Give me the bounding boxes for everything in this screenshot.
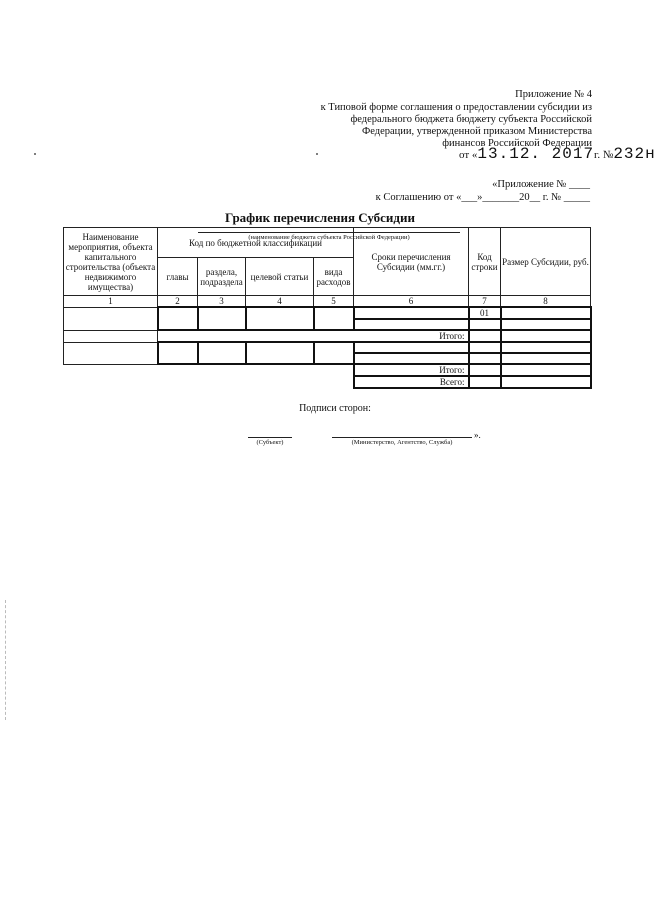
appendix-line-3: федерального бюджета бюджету субъекта Российской bbox=[350, 114, 592, 125]
agreement-appendix-line-2: к Соглашению от «___»_______20__ г. № _____ bbox=[375, 192, 590, 203]
col-number: 8 bbox=[501, 296, 591, 308]
scan-speck bbox=[316, 153, 318, 155]
signatures-title: Подписи сторон: bbox=[299, 403, 371, 414]
itogo-row bbox=[64, 330, 591, 342]
budget-caption: (наименование бюджета субъекта Российской Федерации) bbox=[248, 234, 410, 241]
col-number: 4 bbox=[246, 296, 314, 308]
header-expense: вида расходов bbox=[314, 258, 354, 296]
itogo-label-1: Итого: bbox=[158, 330, 469, 342]
header-dates: Сроки перечисления Субсидии (мм.гг.) bbox=[354, 228, 469, 296]
col-number: 3 bbox=[198, 296, 246, 308]
year-handwritten: 17 bbox=[572, 145, 595, 163]
scan-speck bbox=[34, 153, 36, 155]
header-bk-code: Код по бюджетной классификации bbox=[158, 228, 354, 258]
appendix-line-5: финансов Российской Федерации bbox=[442, 138, 592, 149]
number-prefix: г. № bbox=[594, 149, 614, 161]
column-numbers-row bbox=[64, 296, 591, 308]
col-number: 2 bbox=[158, 296, 198, 308]
col-number: 6 bbox=[354, 296, 469, 308]
header-amount: Размер Субсидии, руб. bbox=[501, 228, 591, 296]
header-name: Наименование мероприятия, объекта капитального строительства (объекта недвижимого имущества) bbox=[64, 228, 158, 296]
itogo-row bbox=[64, 364, 591, 376]
itogo-label-2: Итого: bbox=[354, 364, 469, 376]
ministry-caption: (Министерство, Агентство, Служба) bbox=[351, 439, 453, 446]
col-number: 1 bbox=[64, 296, 158, 308]
ministry-signature-line bbox=[332, 437, 472, 438]
header-article: целевой статьи bbox=[246, 258, 314, 296]
table-row bbox=[64, 342, 591, 353]
subsidy-schedule-table bbox=[63, 227, 592, 389]
appendix-line-1: Приложение № 4 bbox=[515, 89, 592, 100]
header-section: раздела, подраздела bbox=[198, 258, 246, 296]
date-prefix: от « bbox=[459, 149, 478, 161]
row-code-cell: 01 bbox=[469, 307, 501, 319]
appendix-date-line bbox=[459, 145, 656, 163]
header-row-code: Код строки bbox=[469, 228, 501, 296]
vsego-row bbox=[64, 376, 591, 388]
col-number: 5 bbox=[314, 296, 354, 308]
signatures-end: ». bbox=[474, 430, 481, 440]
table-row bbox=[64, 307, 591, 319]
col-number: 7 bbox=[469, 296, 501, 308]
page-title: График перечисления Субсидии bbox=[225, 210, 415, 225]
agreement-appendix-line-1: «Приложение № ____ bbox=[492, 179, 590, 190]
appendix-line-4: Федерации, утвержденной приказом Министерства bbox=[361, 126, 592, 137]
subject-signature-line bbox=[248, 437, 292, 438]
header-chapter: главы bbox=[158, 258, 198, 296]
subject-caption: (Субъект) bbox=[256, 439, 284, 446]
appendix-line-2: к Типовой форме соглашения о предоставлении субсидии из bbox=[320, 102, 592, 113]
date-handwritten: 13.12. 20 bbox=[477, 145, 573, 163]
vsego-label: Всего: bbox=[354, 376, 469, 388]
number-handwritten: 232н bbox=[613, 145, 656, 163]
scan-edge bbox=[5, 600, 7, 720]
